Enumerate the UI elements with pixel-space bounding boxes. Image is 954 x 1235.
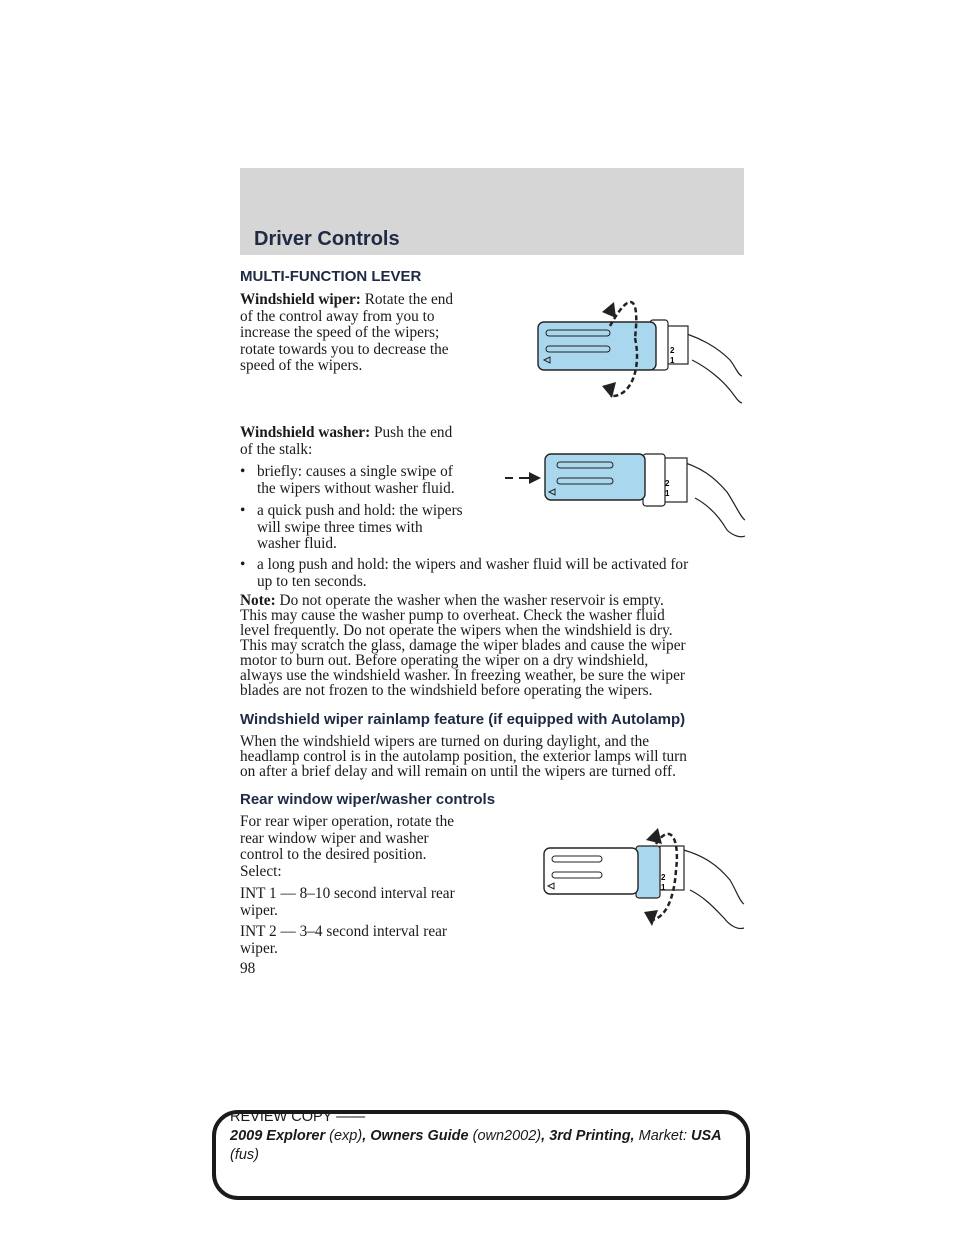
bullet-item: • a quick push and hold: the wipers will swipe three times with washer fluid. [240,502,463,553]
washer-label: Windshield washer: [240,424,371,441]
rainlamp-paragraph [240,734,746,779]
footer-market-code [230,1146,740,1165]
footer-guide-code: (own2002) [472,1128,542,1144]
bullet-line: briefly: causes a single swipe of [257,463,453,480]
footer-printing: 3rd Printing, [549,1128,635,1144]
washer-line: of the stalk: [240,440,313,458]
note-label: Note: [240,592,276,609]
int2-line: wiper. [240,939,278,957]
speed-1-label: 1 [665,489,670,498]
note-line: always use the windshield washer. In freezing weather, be sure the wiper [240,667,685,684]
page-number: 98 [240,960,256,977]
note-line: motor to burn out. Before operating the wiper on a dry windshield, [240,652,649,669]
rear-wiper-rotation-figure [540,818,746,934]
speed-2-label: 2 [665,479,670,488]
int1-paragraph [240,886,500,919]
bullet-line: washer fluid. [257,535,337,553]
int2-line: INT 2 — 3–4 second interval rear [240,923,448,940]
wiper-rotation-figure [530,290,750,408]
windshield-wiper-paragraph [240,292,500,375]
bullet-item: • briefly: causes a single swipe of the wipers without washer fluid. [240,463,455,497]
review-copy-label: REVIEW COPY —— [230,1109,366,1125]
rear-wiper-line: control to the desired position. [240,846,427,864]
speed-1-label: 1 [661,883,666,892]
bullet-line: will swipe three times with [257,518,423,536]
section-title: Driver Controls [254,228,400,250]
washer-push-figure [505,448,750,540]
footer-market-code-text: (fus) [230,1147,259,1163]
wiper-line: Rotate the end [364,291,454,308]
footer-model: 2009 Explorer [230,1128,326,1144]
note-line: level frequently. Do not operate the wipers when the windshield is dry. [240,622,673,639]
rear-wiper-line: For rear wiper operation, rotate the [240,813,455,830]
wiper-line: speed of the wipers. [240,357,363,375]
rainlamp-line: When the windshield wipers are turned on during daylight, and the [240,733,650,750]
section-header-band [240,168,744,255]
int1-line: wiper. [240,901,278,919]
wiper-label: Windshield wiper: [240,291,361,308]
footer-guide: Owners Guide [370,1128,469,1144]
multi-function-lever-heading: MULTI-FUNCTION LEVER [240,268,422,285]
rotate-up-arrow-icon [646,828,662,844]
int2-paragraph [240,924,500,957]
footer-market: USA [691,1128,722,1144]
wiper-line: rotate towards you to decrease the [240,340,449,358]
footer-publication-line: 2009 Explorer (exp), Owners Guide (own2002), 3rd Printing, Market: USA [230,1128,722,1144]
rear-wiper-line: rear window wiper and washer [240,829,429,847]
lever-highlight-icon [545,454,645,500]
speed-1-label: 1 [670,356,675,365]
wiper-line: of the control away from you to [240,307,435,325]
washer-line: Push the end [374,424,453,441]
note-line: blades are not frozen to the windshield before operating the wipers. [240,682,653,699]
rear-ring-highlight-icon [636,846,660,898]
bullet-line: a quick push and hold: the wipers [257,502,463,519]
footer-market-label: Market: [638,1128,687,1144]
footer-text [230,1108,740,1165]
footer-model-code: (exp) [329,1128,363,1144]
rotate-away-arrow-icon [602,302,616,318]
bullet-line: a long push and hold: the wipers and washer fluid will be activated for [257,556,689,573]
windshield-washer-paragraph [240,425,500,458]
rotate-down-arrow-icon [644,910,658,926]
rainlamp-heading: Windshield wiper rainlamp feature (if equipped with Autolamp) [240,711,686,728]
int1-line: INT 1 — 8–10 second interval rear [240,885,455,902]
note-line: This may cause the washer pump to overheat. Check the washer fluid [240,607,665,624]
rear-wiper-paragraph [240,814,500,880]
bullet-item: • a long push and hold: the wipers and washer fluid will be activated for up to ten seconds. [240,556,689,590]
note-paragraph [240,593,746,698]
wiper-line: increase the speed of the wipers; [240,324,440,342]
speed-2-label: 2 [670,346,675,355]
rear-wiper-line: Select: [240,862,282,880]
speed-2-label: 2 [661,873,666,882]
note-line: This may scratch the glass, damage the wiper blades and cause the wiper [240,637,686,654]
bullet-line: the wipers without washer fluid. [257,479,455,497]
bullet-line: up to ten seconds. [257,572,367,590]
rear-wiper-heading: Rear window wiper/washer controls [240,791,496,808]
note-line: Do not operate the washer when the washer reservoir is empty. [279,592,664,609]
push-arrow-icon [529,472,541,484]
rainlamp-line: on after a brief delay and will remain on until the wipers are turned off. [240,763,676,780]
rainlamp-line: headlamp control is in the autolamp position, the exterior lamps will turn [240,748,687,765]
